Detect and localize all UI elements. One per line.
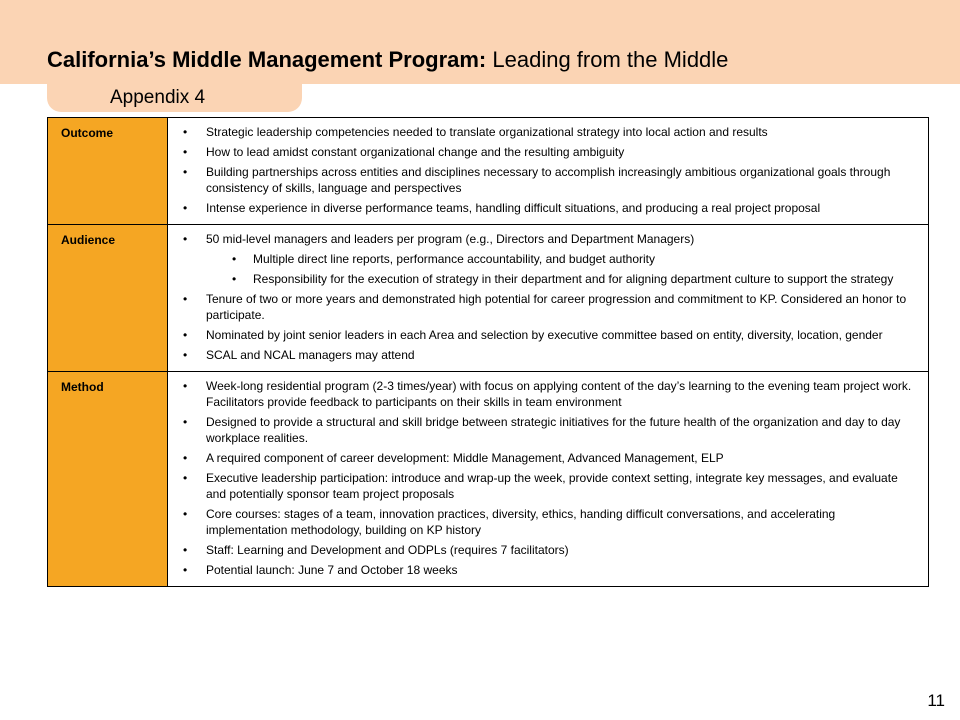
bullet-list [168, 124, 918, 216]
bullet-icon: • [183, 292, 188, 306]
bullet-icon: • [183, 201, 188, 215]
title-subtitle: Leading from the Middle [492, 47, 729, 72]
bullet-item [168, 144, 918, 160]
bullet-item [168, 291, 918, 323]
bullet-icon: • [183, 543, 188, 557]
bullet-icon: • [183, 348, 188, 362]
bullet-item [168, 470, 918, 502]
bullet-text: Potential launch: June 7 and October 18 weeks [206, 563, 458, 577]
row-label: Outcome [48, 118, 168, 225]
program-table [47, 117, 929, 587]
bullet-item [168, 378, 918, 410]
bullet-text: Nominated by joint senior leaders in each Area and selection by executive committee based on entity, diversity, location, gender [206, 328, 883, 342]
bullet-text: How to lead amidst constant organizational change and the resulting ambiguity [206, 145, 625, 159]
table-row [48, 372, 929, 587]
bullet-icon: • [183, 471, 188, 485]
bullet-text: Staff: Learning and Development and ODPLs (requires 7 facilitators) [206, 543, 569, 557]
bullet-item [168, 251, 918, 267]
bullet-text: Tenure of two or more years and demonstrated high potential for career progression and commitment to KP. Considered an honor to participate. [206, 292, 907, 322]
bullet-list [168, 378, 918, 578]
bullet-list [168, 231, 918, 363]
bullet-item [168, 506, 918, 538]
row-content [168, 372, 929, 587]
bullet-item [168, 271, 918, 287]
bullet-icon: • [232, 252, 237, 266]
appendix-label: Appendix 4 [110, 87, 206, 108]
bullet-text: Responsibility for the execution of strategy in their department and for aligning department culture to support the strategy [253, 272, 894, 286]
bullet-icon: • [183, 165, 188, 179]
bullet-icon: • [183, 232, 188, 246]
row-label: Method [48, 372, 168, 587]
bullet-icon: • [183, 125, 188, 139]
page-title [47, 46, 728, 74]
table-row [48, 225, 929, 372]
row-label: Audience [48, 225, 168, 372]
bullet-icon: • [183, 328, 188, 342]
bullet-icon: • [183, 415, 188, 429]
bullet-icon: • [183, 451, 188, 465]
bullet-text: Designed to provide a structural and skill bridge between strategic initiatives for the future health of the organization and day to day workplace realities. [206, 415, 901, 445]
bullet-icon: • [183, 563, 188, 577]
bullet-item [168, 347, 918, 363]
title-main: California’s Middle Management Program: [47, 47, 487, 72]
bullet-icon: • [183, 379, 188, 393]
bullet-item [168, 542, 918, 558]
bullet-text: Intense experience in diverse performance teams, handling difficult situations, and producing a real project proposal [206, 201, 821, 215]
bullet-text: 50 mid-level managers and leaders per program (e.g., Directors and Department Managers) [206, 232, 695, 246]
bullet-text: Core courses: stages of a team, innovation practices, diversity, ethics, handing difficult conversations, and accelerating implementation methodology, building on KP history [206, 507, 836, 537]
page-number: 11 [927, 691, 945, 710]
bullet-item [168, 414, 918, 446]
bullet-icon: • [232, 272, 237, 286]
bullet-item [168, 562, 918, 578]
bullet-text: Multiple direct line reports, performance accountability, and budget authority [253, 252, 655, 266]
bullet-item [168, 200, 918, 216]
bullet-text: Building partnerships across entities and disciplines necessary to accomplish increasingly ambitious organizational goals through consistency of skills, language and perspectives [206, 165, 891, 195]
row-content [168, 118, 929, 225]
bullet-item [168, 124, 918, 140]
bullet-text: Strategic leadership competencies needed to translate organizational strategy into local action and results [206, 125, 768, 139]
bullet-text: Week-long residential program (2-3 times/year) with focus on applying content of the day’s learning to the evening team project work. Facilitators provide feedback to participants on their skills in team environment [206, 379, 912, 409]
bullet-text: A required component of career development: Middle Management, Advanced Management, ELP [206, 451, 724, 465]
bullet-item [168, 327, 918, 343]
row-content [168, 225, 929, 372]
bullet-item [168, 450, 918, 466]
program-table-body [48, 118, 929, 587]
bullet-item [168, 231, 918, 247]
bullet-item [168, 164, 918, 196]
bullet-text: SCAL and NCAL managers may attend [206, 348, 415, 362]
bullet-icon: • [183, 145, 188, 159]
table-row [48, 118, 929, 225]
bullet-text: Executive leadership participation: introduce and wrap-up the week, provide context setting, integrate key messages, and evaluate and potentially sponsor team project proposals [206, 471, 898, 501]
bullet-icon: • [183, 507, 188, 521]
